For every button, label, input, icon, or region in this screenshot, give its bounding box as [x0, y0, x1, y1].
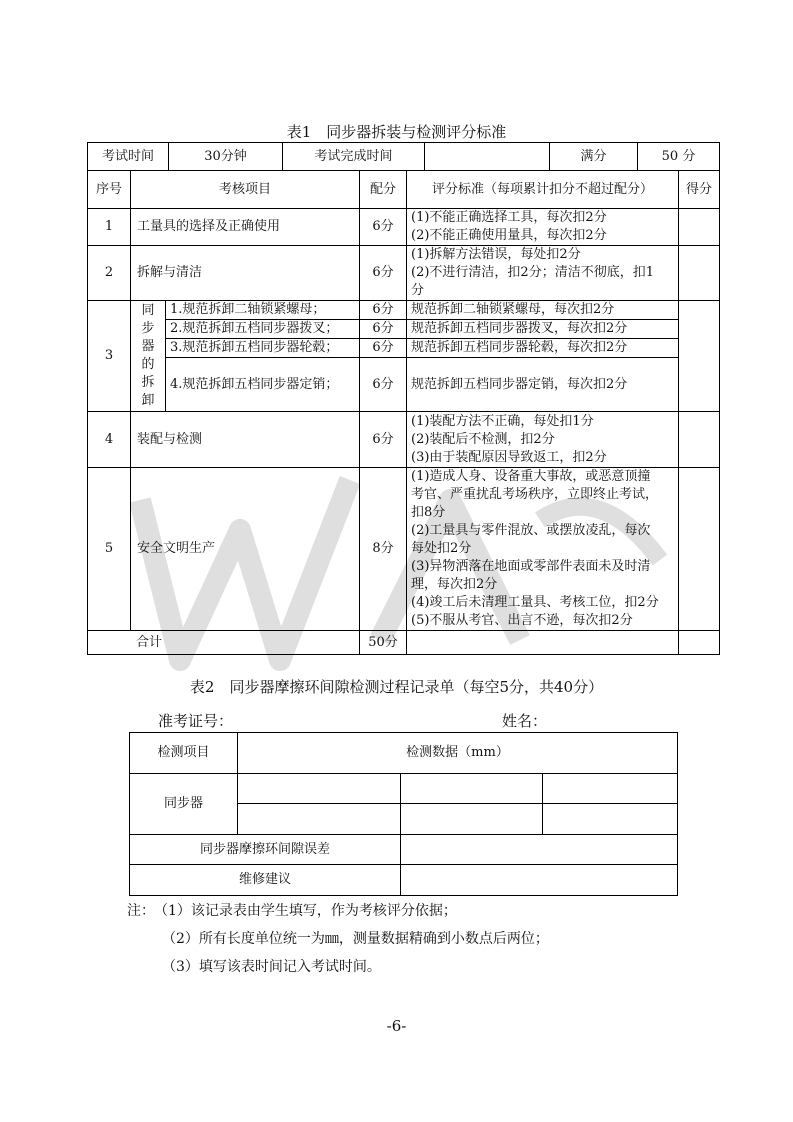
page-number: -6-: [386, 1017, 407, 1035]
table-row: [88, 412, 720, 468]
sub-item: 4.规范拆卸五档同步器定销；: [166, 358, 360, 412]
advice-label: 维修建议: [130, 865, 401, 896]
table-row: [88, 358, 720, 412]
table-row: [88, 339, 720, 358]
table2-caption: 表2 同步器摩擦环间隙检测过程记录单（每空5分，共40分）: [189, 678, 604, 696]
exam-time-label: 考试时间: [88, 143, 169, 171]
table1-caption: 表1 同步器拆装与检测评分标准: [286, 123, 507, 141]
row-no: 1: [88, 209, 131, 246]
total-points: 50分: [360, 631, 407, 655]
full-score-label: 满分: [550, 143, 638, 171]
sub-criteria: 规范拆卸五档同步器定销，每次扣2分: [407, 358, 679, 412]
row-points: 6分: [360, 246, 407, 301]
finish-time-label: 考试完成时间: [283, 143, 425, 171]
header-points: 配分: [360, 171, 407, 209]
data-cell[interactable]: [238, 804, 401, 835]
data-label: 检测数据（mm）: [238, 733, 678, 774]
sub-points: 6分: [360, 320, 407, 339]
total-label: 合计: [88, 631, 360, 655]
row-score[interactable]: [679, 246, 720, 301]
row-criteria: (1)不能正确选择工具，每次扣2分 (2)不能正确使用量具，每次扣2分: [407, 209, 679, 246]
name-label: 姓名：: [502, 712, 548, 730]
row-score[interactable]: [679, 209, 720, 246]
total-row: [88, 631, 720, 655]
header-item: 考核项目: [131, 171, 360, 209]
row-item: 安全文明生产: [131, 468, 360, 631]
row-no: 5: [88, 468, 131, 631]
table-row: [88, 468, 720, 631]
group-label: 同步器的拆卸: [131, 301, 166, 412]
data-cell[interactable]: [543, 804, 678, 835]
table-row: [88, 320, 720, 339]
table-row: [88, 301, 720, 320]
table1-meta: [87, 142, 720, 171]
row-no: 2: [88, 246, 131, 301]
item-label: 检测项目: [130, 733, 238, 774]
exam-no-label: 准考证号：: [158, 712, 234, 730]
sub-criteria: 规范拆卸五档同步器轮毂，每次扣2分: [407, 339, 679, 358]
header-no: 序号: [88, 171, 131, 209]
exam-time-value: 30分钟: [169, 143, 283, 171]
sub-item: 1.规范拆卸二轴锁紧螺母；: [166, 301, 360, 320]
table2: [129, 732, 678, 896]
row-score[interactable]: [679, 468, 720, 631]
row-criteria: (1)拆解方法错误，每处扣2分 (2)不进行清洁，扣2分；清洁不彻底，扣1 分: [407, 246, 679, 301]
data-cell[interactable]: [543, 774, 678, 804]
row-item: 工量具的选择及正确使用: [131, 209, 360, 246]
table-row: [88, 246, 720, 301]
error-label: 同步器摩擦环间隙误差: [130, 835, 401, 865]
row-no: 4: [88, 412, 131, 468]
notes-lead: 注：: [127, 903, 155, 919]
row-no: 3: [88, 301, 131, 412]
sub-item: 2.规范拆卸五档同步器拨叉；: [166, 320, 360, 339]
data-cell[interactable]: [401, 804, 543, 835]
error-value[interactable]: [401, 835, 678, 865]
row-item: 拆解与清洁: [131, 246, 360, 301]
synchronizer-label: 同步器: [130, 774, 238, 835]
data-cell[interactable]: [401, 774, 543, 804]
header-score: 得分: [679, 171, 720, 209]
row-score[interactable]: [679, 412, 720, 468]
sub-criteria: 规范拆卸五档同步器拨叉，每次扣2分: [407, 320, 679, 339]
note-item: （2）所有长度单位统一为㎜，测量数据精确到小数点后两位；: [162, 931, 549, 947]
row-points: 6分: [360, 209, 407, 246]
advice-value[interactable]: [401, 865, 678, 896]
sub-points: 6分: [360, 358, 407, 412]
row-item: 装配与检测: [131, 412, 360, 468]
header-criteria: 评分标准（每项累计扣分不超过配分）: [407, 171, 679, 209]
note-item: （1）该记录表由学生填写，作为考核评分依据；: [161, 903, 457, 919]
row-criteria: (1)造成人身、设备重大事故，或恶意顶撞 考官、严重扰乱考场秩序，立即终止考试， 扣8分 (2)工量具与零件混放、或摆放凌乱，每次 每处扣2分 (3)异物洒落在地面或零部件表面未及时清 理，每次扣2分 (4)竣工后未清理工量具、考核工位，扣2分 (5)不服从考官、出言不逊，每次扣2分: [407, 468, 679, 631]
table-row: [88, 209, 720, 246]
sub-points: 6分: [360, 339, 407, 358]
full-score-value: 50 分: [638, 143, 720, 171]
note-item: （3）填写该表时间记入考试时间。: [162, 959, 381, 975]
sub-criteria: 规范拆卸二轴锁紧螺母，每次扣2分: [407, 301, 679, 320]
row-points: 6分: [360, 412, 407, 468]
finish-time-value[interactable]: [425, 143, 550, 171]
row-score[interactable]: [679, 301, 720, 412]
data-cell[interactable]: [238, 774, 401, 804]
sub-points: 6分: [360, 301, 407, 320]
notes: [127, 897, 549, 981]
total-criteria: [407, 631, 679, 655]
row-criteria: (1)装配方法不正确，每处扣1分 (2)装配后不检测，扣2分 (3)由于装配原因导致返工，扣2分: [407, 412, 679, 468]
total-score[interactable]: [679, 631, 720, 655]
table1: [87, 170, 720, 655]
row-points: 8分: [360, 468, 407, 631]
sub-item: 3.规范拆卸五档同步器轮毂；: [166, 339, 360, 358]
